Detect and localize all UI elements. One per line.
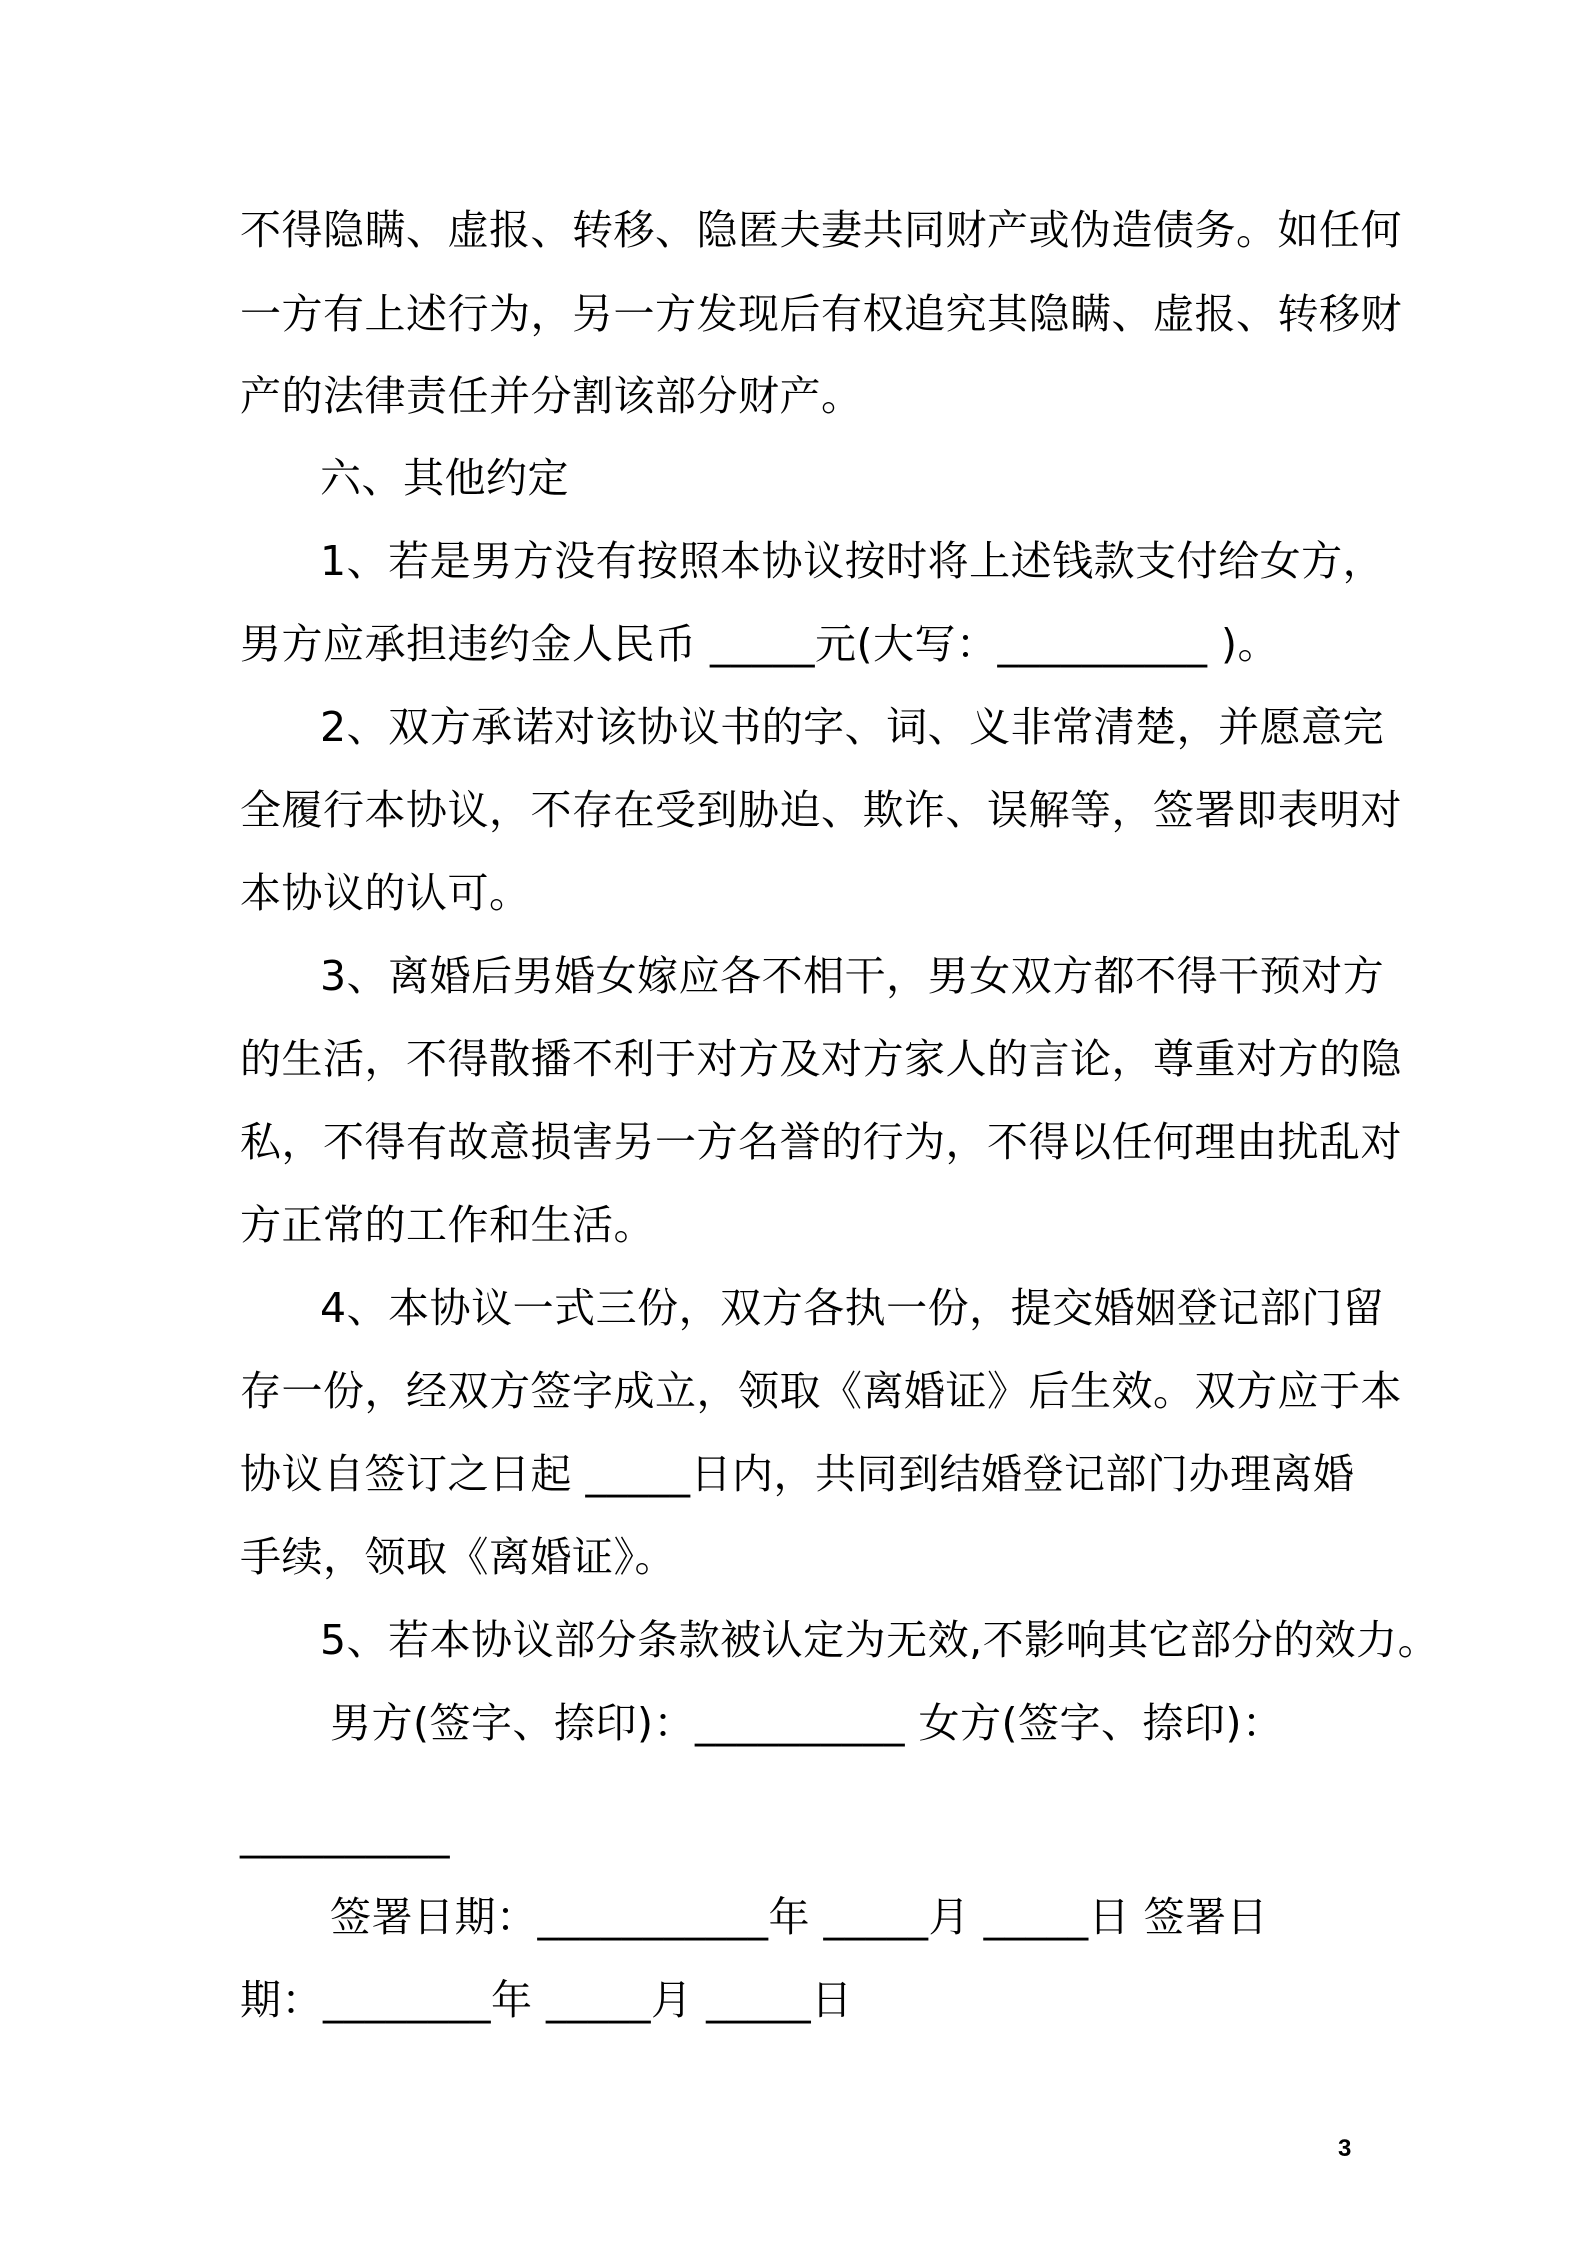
text-line: 1、若是男方没有按照本协议按时将上述钱款支付给女方， [320,537,1385,585]
section-heading: 六、其他约定 [320,454,569,502]
text-line: 一方有上述行为，另一方发现后有权追究其隐瞒、虚报、转移财 [240,290,1402,338]
text-line: 5、若本协议部分条款被认定为无效,不影响其它部分的效力。 [320,1616,1440,1664]
text-line: 4、本协议一式三份，双方各执一份，提交婚姻登记部门留 [320,1284,1385,1332]
text-line: 的生活，不得散播不利于对方及对方家人的言论，尊重对方的隐 [240,1035,1402,1083]
signature-blank: __________ [240,1811,450,1859]
page-number: 3 [1338,2135,1352,2162]
text-line: 男方应承担违约金人民币 _____元(大写：__________ )。 [240,620,1280,668]
text-line: 本协议的认可。 [240,869,531,917]
text-line: 全履行本协议，不存在受到胁迫、欺诈、误解等，签署即表明对 [240,786,1402,834]
text-line: 手续，领取《离婚证》。 [240,1533,676,1581]
text-line: 产的法律责任并分割该部分财产。 [240,372,863,420]
text-line: 2、双方承诺对该协议书的字、词、义非常清楚，并愿意完 [320,703,1385,751]
text-line: 3、离婚后男婚女嫁应各不相干，男女双方都不得干预对方 [320,952,1385,1000]
text-line: 方正常的工作和生活。 [240,1201,655,1249]
text-line: 不得隐瞒、虚报、转移、隐匿夫妻共同财产或伪造债务。如任何 [240,206,1402,254]
text-line: 私，不得有故意损害另一方名誉的行为，不得以任何理由扰乱对 [240,1118,1402,1166]
date-line: 期：________年 _____月 _____日 [240,1976,853,2024]
date-line: 签署日期：___________年 _____月 _____日 签署日 [330,1893,1269,1941]
text-line: 协议自签订之日起 _____日内，共同到结婚登记部门办理离婚 [240,1450,1355,1498]
text-line: 存一份，经双方签字成立，领取《离婚证》后生效。双方应于本 [240,1367,1402,1415]
signature-line: 男方(签字、捺印)：__________ 女方(签字、捺印)： [330,1699,1284,1747]
